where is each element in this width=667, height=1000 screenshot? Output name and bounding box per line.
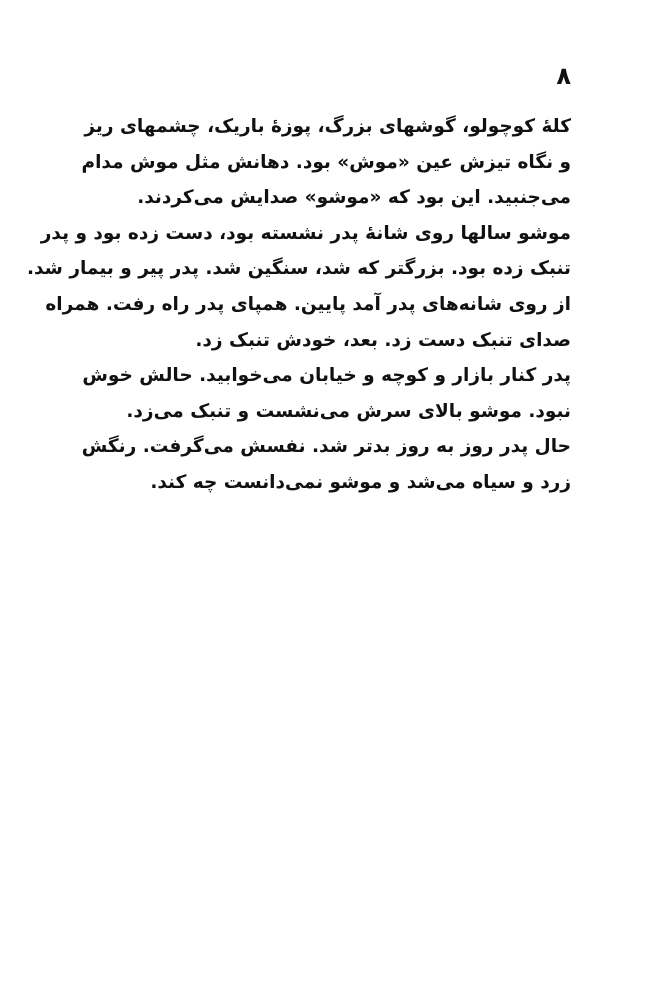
text-line: زرد و سیاه می‌شد و موشو نمی‌دانست چه کند. (150, 471, 571, 493)
text-line: صدای تنبک دست زد. بعد، خودش تنبک زد. (195, 329, 571, 351)
text-line: می‌جنبید. این بود که «موشو» صدایش می‌کردند. (137, 187, 571, 209)
paragraph (26, 216, 571, 358)
text-line: پدر کنار بازار و کوچه و خیابان می‌خوابید. حالش خوش (82, 365, 571, 387)
text-line: تنبک زده بود. بزرگتر که شد، سنگین شد. پدر پیر و بیمار شد. (26, 258, 571, 280)
paragraph (81, 109, 571, 216)
paragraph (81, 429, 571, 500)
paragraph (82, 358, 571, 429)
text-line: از روی شانه‌های پدر آمد پایین. همپای پدر راه رفت. همراه (45, 293, 571, 315)
text-line: موشو سالها روی شانهٔ پدر نشسته بود، دست زده بود و پدر (40, 222, 571, 244)
page-number: ۸ (556, 62, 571, 90)
body-text (26, 109, 571, 501)
text-line: کلهٔ کوچولو، گوشهای بزرگ، پوزهٔ باریک، چشمهای ریز (84, 116, 571, 137)
text-line: و نگاه تیزش عین «موش» بود. دهانش مثل موش مدام (81, 151, 571, 173)
text-line: نبود. موشو بالای سرش می‌نشست و تنبک می‌زد. (126, 400, 571, 422)
text-line: حال پدر روز به روز بدتر شد. نفسش می‌گرفت. رنگش (81, 436, 571, 458)
